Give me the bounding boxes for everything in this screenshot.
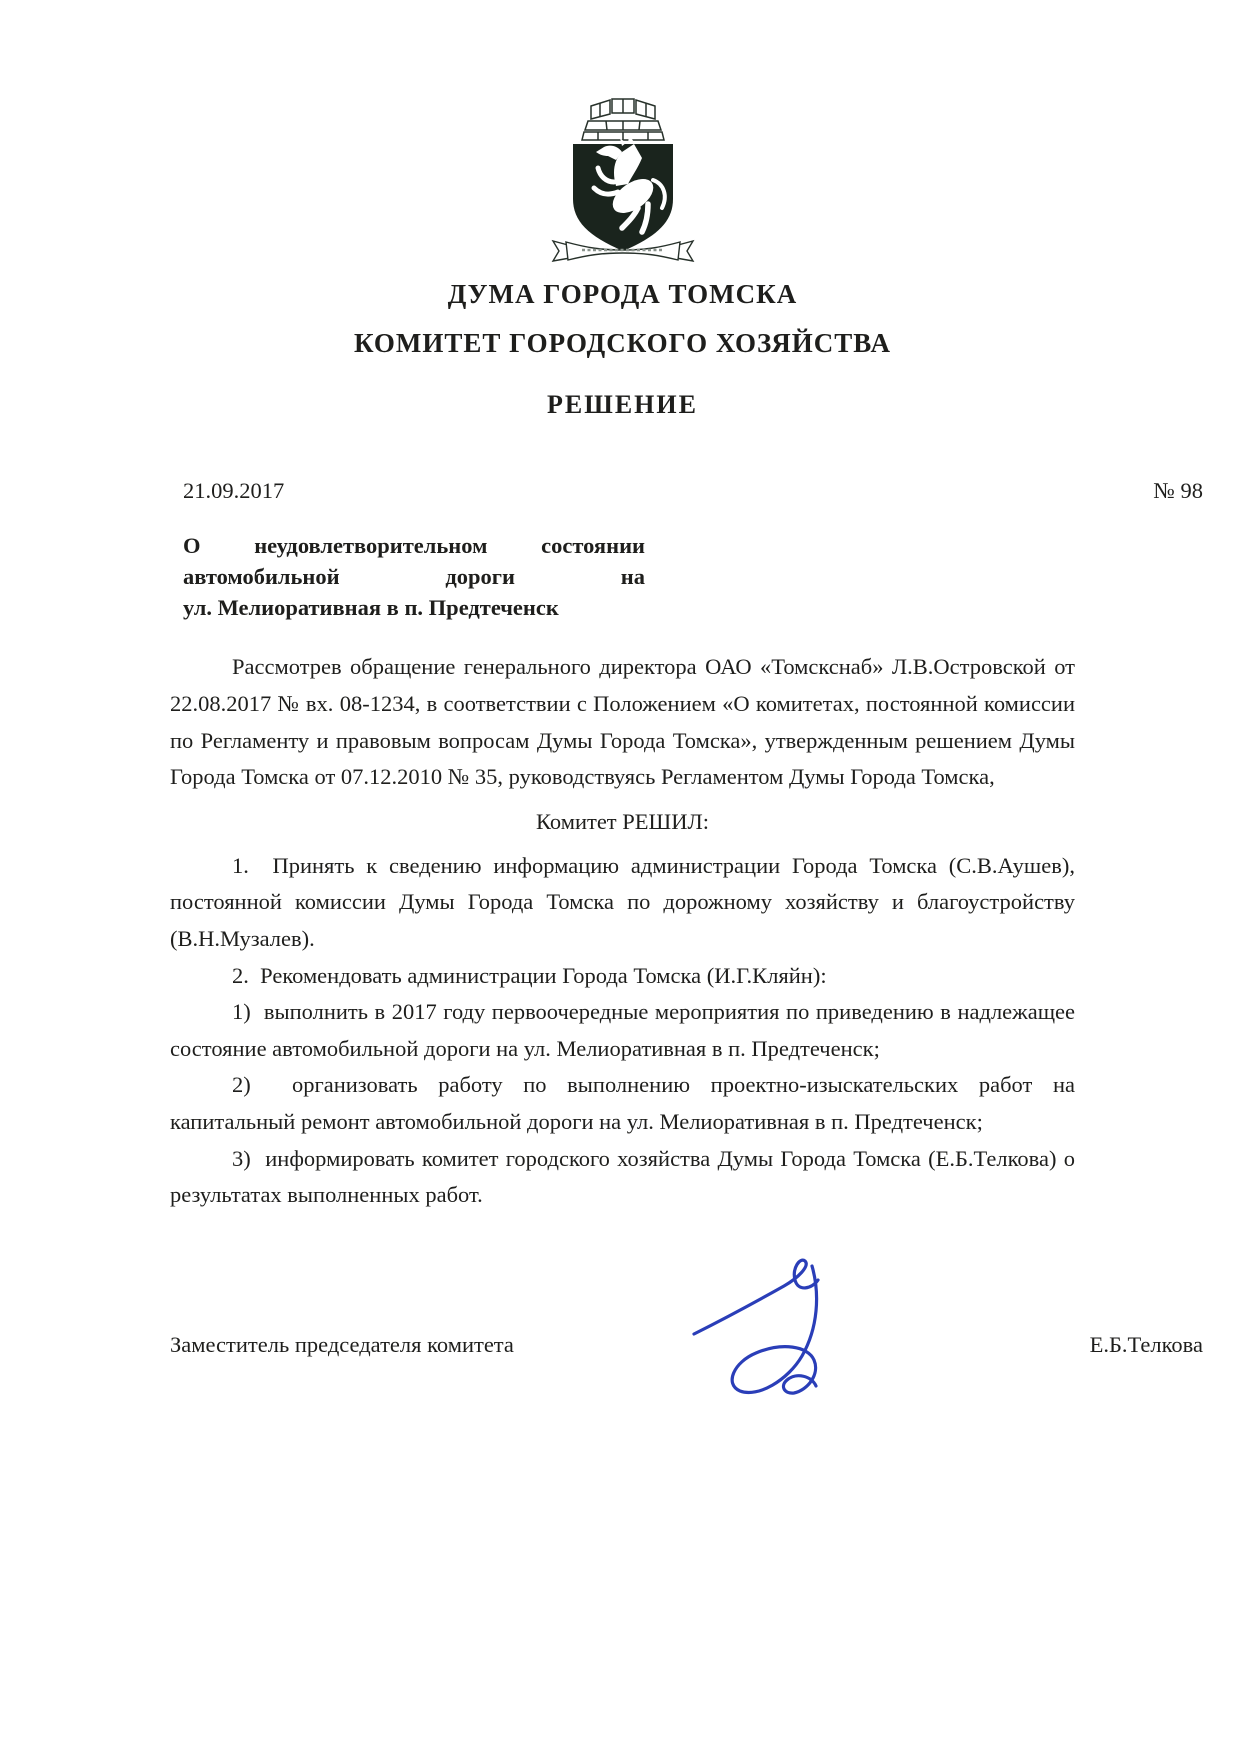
subject-line: ул. Мелиоративная в п. Предтеченск (183, 595, 559, 621)
document-date: 21.09.2017 (183, 478, 285, 504)
resolution-subitem-3: 3) информировать комитет городского хозяйства Думы Города Томска (Е.Б.Телкова) о результатах выполненных работ. (170, 1145, 1075, 1208)
org-name-line2: КОМИТЕТ ГОРОДСКОГО ХОЗЯЙСТВА (353, 327, 892, 358)
date-number-row (170, 478, 1203, 504)
signer-position-title: Заместитель председателя комитета (170, 1331, 514, 1357)
tomsk-coat-of-arms-icon (538, 84, 708, 270)
resolved-heading: Комитет РЕШИЛ: (536, 808, 709, 834)
document-subject (183, 530, 645, 623)
subject-line: автомобильной дороги на (183, 564, 645, 590)
mural-crown-icon (582, 99, 664, 140)
subject-line: О неудовлетворительном состоянии (183, 533, 645, 559)
resolution-item-2: 2. Рекомендовать администрации Города Томска (И.Г.Кляйн): (232, 962, 827, 988)
resolution-subitem-2: 2) организовать работу по выполнению проектно-изыскательских работ на капитальный ремонт автомобильной дороги на ул. Мелиоративная в п. Предтеченск; (170, 1072, 1075, 1134)
org-name-line1: ДУМА ГОРОДА ТОМСКА (447, 279, 798, 309)
resolution-item-1: 1. Принять к сведению информацию администрации Города Томска (С.В.Аушев), постоянной комиссии Думы Города Томска по дорожному хозяйству и благоустройству (В.Н.Музалев). (170, 852, 1075, 951)
signer-name: Е.Б.Телкова (1089, 1331, 1203, 1357)
document-type-title: РЕШЕНИЕ (547, 390, 698, 420)
signature-block (170, 1332, 1203, 1358)
coat-of-arms-block (170, 0, 1075, 270)
resolution-subitem-1: 1) выполнить в 2017 году первоочередные мероприятия по приведению в надлежащее состояние автомобильной дороги на ул. Мелиоративная в п. Предтеченск; (170, 999, 1075, 1061)
intro-paragraph: Рассмотрев обращение генерального директора ОАО «Томскснаб» Л.В.Островской от 22.08.2017 № вх. 08-1234, в соответствии с Положением «О комитетах, постоянной комиссии по Регламенту и правовым вопросам Думы Города Томска», утвержденным решением Думы Города Томска от 07.12.2010 № 35, руководствуясь Регламентом Думы Города Томска, (170, 654, 1075, 790)
handwritten-signature-icon (688, 1256, 868, 1426)
document-number: № 98 (1153, 478, 1203, 504)
